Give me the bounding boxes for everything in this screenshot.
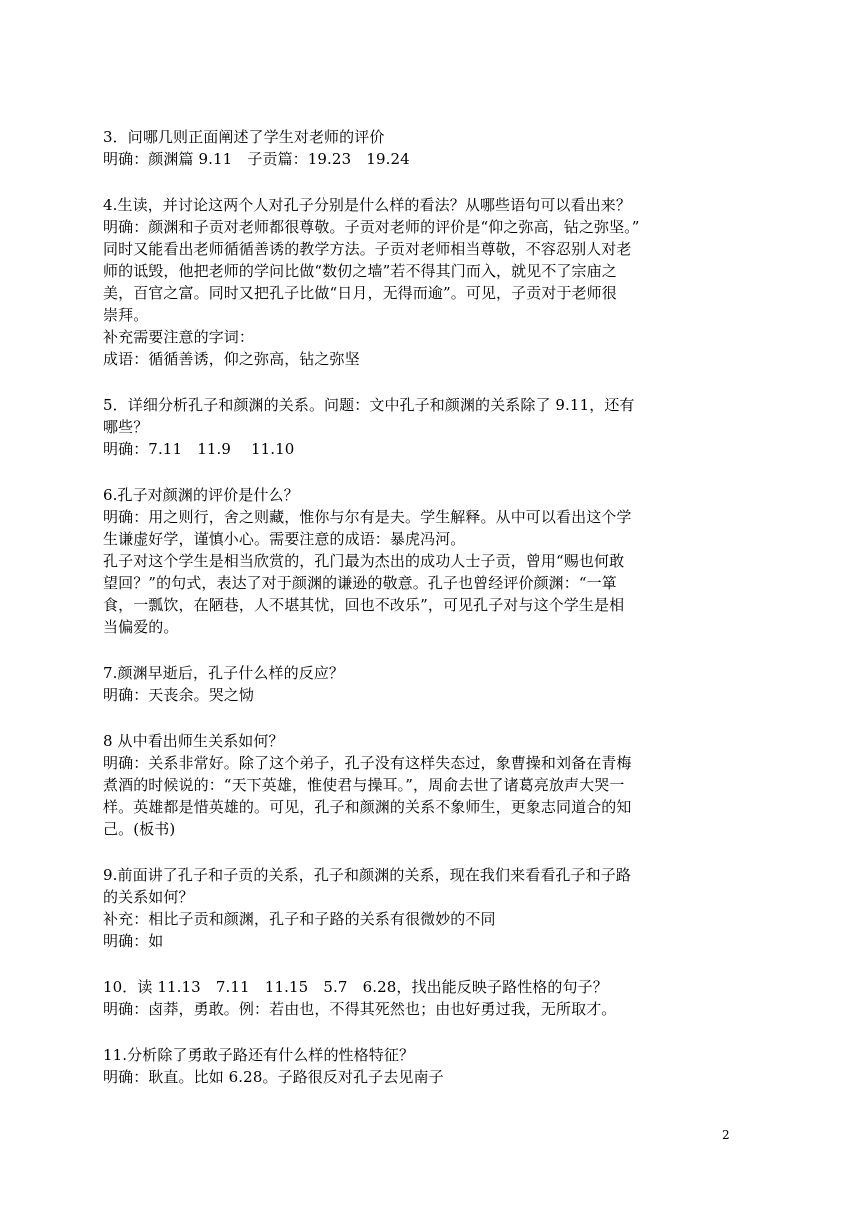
text-line: 5．详细分析孔子和颜渊的关系。问题：文中孔子和颜渊的关系除了 9.11，还有 <box>103 396 635 414</box>
text-line: 明确：卤莽，勇敢。例：若由也，不得其死然也；由也好勇过我，无所取才。 <box>103 1000 617 1018</box>
text-line: 样。英雄都是惜英雄的。可见，孔子和颜渊的关系不象师生，更象志同道合的知 <box>103 798 632 816</box>
text-line: 补充需要注意的字词： <box>103 328 255 346</box>
text-line: 明确：天丧余。哭之恸 <box>103 686 255 704</box>
text-line: 11.分析除了勇敢子路还有什么样的性格特征？ <box>103 1046 415 1064</box>
text-line: 的关系如何？ <box>103 888 194 906</box>
paragraph <box>103 126 743 170</box>
text-line: 明确：耿直。比如 6.28。子路很反对孔子去见南子 <box>103 1068 444 1086</box>
text-line: 补充：相比子贡和颜渊，孔子和子路的关系有很微妙的不同 <box>103 910 496 928</box>
text-line: 10．读 11.13 7.11 11.15 5.7 6.28，找出能反映子路性格的句子？ <box>103 978 608 996</box>
document-body <box>103 126 743 1112</box>
text-line: 望回？”的句式，表达了对于颜渊的谦逊的敬意。孔子也曾经评价颜渊：“一箪 <box>103 574 617 592</box>
text-line: 崇拜。 <box>103 306 149 324</box>
paragraph <box>103 662 743 706</box>
text-line: 明确：7.11 11.9 11.10 <box>103 440 295 458</box>
text-line: 明确：如 <box>103 932 164 950</box>
text-line: 4.生读，并讨论这两个人对孔子分别是什么样的看法？从哪些语句可以看出来？ <box>103 196 631 214</box>
text-line: 7.颜渊早逝后，孔子什么样的反应？ <box>103 664 345 682</box>
paragraph <box>103 864 743 952</box>
text-line: 成语：循循善诱，仰之弥高，钻之弥坚 <box>103 350 360 368</box>
text-line: 哪些？ <box>103 418 149 436</box>
paragraph <box>103 194 743 370</box>
text-line: 9.前面讲了孔子和子贡的关系，孔子和颜渊的关系，现在我们来看看孔子和子路 <box>103 866 631 884</box>
paragraph <box>103 394 743 460</box>
text-line: 3．问哪几则正面阐述了学生对老师的评价 <box>103 128 385 146</box>
text-line: 明确：关系非常好。除了这个弟子，孔子没有这样失态过，象曹操和刘备在青梅 <box>103 754 632 772</box>
text-line: 煮酒的时候说的：“天下英雄，惟使君与操耳。”，周俞去世了诸葛亮放声大哭一 <box>103 776 625 794</box>
text-line: 明确：用之则行，舍之则藏，惟你与尔有是夫。学生解释。从中可以看出这个学 <box>103 508 632 526</box>
text-line: 6.孔子对颜渊的评价是什么？ <box>103 486 299 504</box>
text-line: 明确：颜渊篇 9.11 子贡篇：19.23 19.24 <box>103 150 410 168</box>
text-line: 8 从中看出师生关系如何？ <box>103 732 284 750</box>
text-line: 美，百官之富。同时又把孔子比做“日月，无得而逾”。可见，子贡对于老师很 <box>103 284 617 302</box>
paragraph <box>103 484 743 638</box>
paragraph <box>103 730 743 840</box>
text-line: 明确：颜渊和子贡对老师都很尊敬。子贡对老师的评价是“仰之弥高，钻之弥坚。” <box>103 218 640 236</box>
text-line: 孔子对这个学生是相当欣赏的，孔门最为杰出的成功人士子贡，曾用“赐也何敢 <box>103 552 625 570</box>
paragraph <box>103 1044 743 1088</box>
text-line: 同时又能看出老师循循善诱的教学方法。子贡对老师相当尊敬，不容忍别人对老 <box>103 240 632 258</box>
paragraph <box>103 976 743 1020</box>
page-number: 2 <box>722 1128 730 1142</box>
text-line: 生谦虚好学，谨慎小心。需要注意的成语：暴虎冯河。 <box>103 530 466 548</box>
text-line: 师的诋毁，他把老师的学问比做“数仞之墙”若不得其门而入，就见不了宗庙之 <box>103 262 617 280</box>
text-line: 当偏爱的。 <box>103 618 179 636</box>
text-line: 食，一瓢饮，在陋巷，人不堪其忧，回也不改乐”，可见孔子对与这个学生是相 <box>103 596 625 614</box>
text-line: 己。(板书) <box>103 820 176 838</box>
